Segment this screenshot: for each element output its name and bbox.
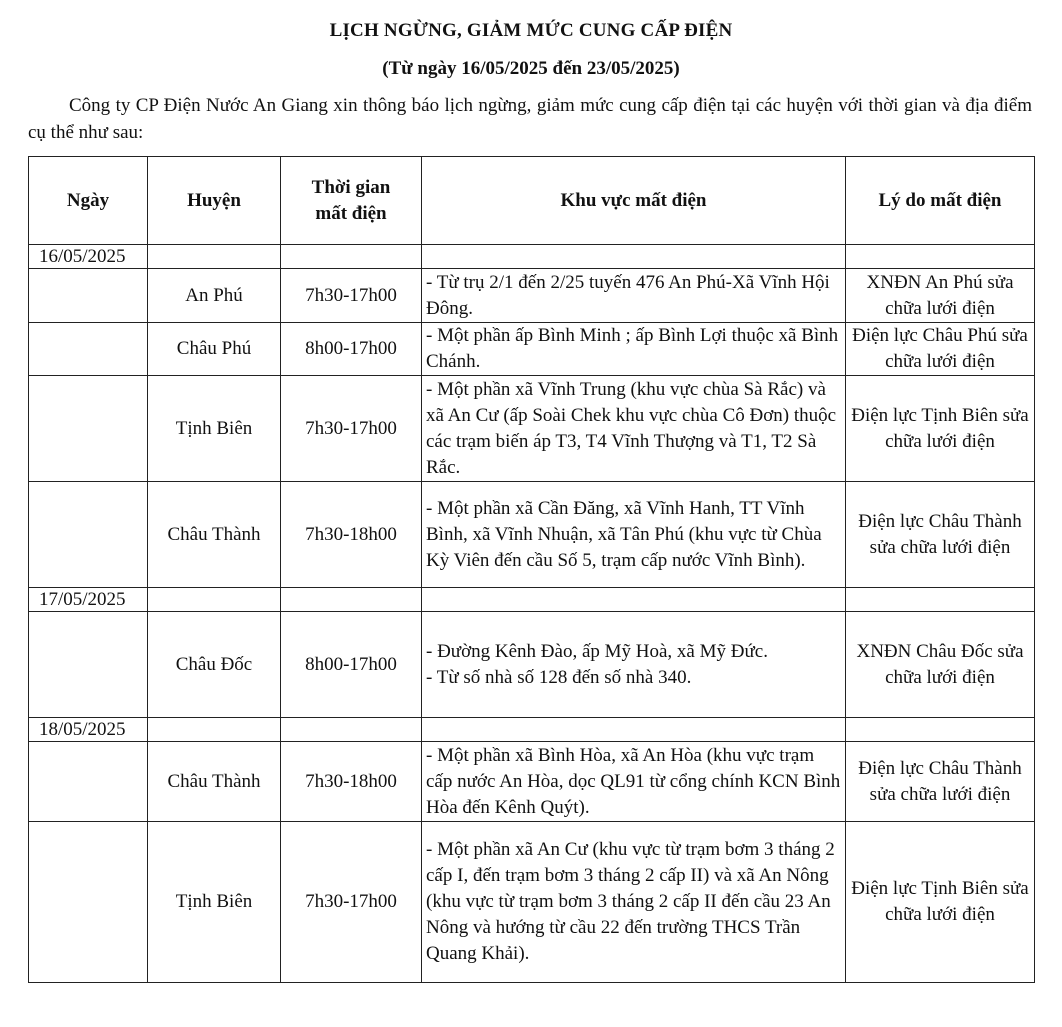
header-area: Khu vực mất điện	[422, 157, 846, 245]
area-line: - Từ trụ 2/1 đến 2/25 tuyến 476 An Phú-Xã Vĩnh Hội Đông.	[426, 271, 830, 319]
reason-cell: Điện lực Tịnh Biên sửa chữa lưới điện	[846, 376, 1035, 482]
time-cell: 7h30-17h00	[281, 822, 422, 983]
area-cell	[422, 376, 846, 482]
table-row	[29, 376, 1035, 482]
empty-cell	[422, 588, 846, 612]
time-cell: 8h00-17h00	[281, 323, 422, 376]
empty-cell	[148, 588, 281, 612]
area-line: - Từ số nhà số 128 đến số nhà 340.	[426, 666, 692, 688]
header-time	[281, 157, 422, 245]
header-district: Huyện	[148, 157, 281, 245]
empty-date-cell	[29, 269, 148, 323]
header-time-line1: Thời gian	[311, 176, 391, 198]
district-cell: Châu Đốc	[148, 612, 281, 718]
table-row	[29, 612, 1035, 718]
empty-date-cell	[29, 612, 148, 718]
date-cell: 17/05/2025	[29, 588, 148, 612]
area-line: - Một phần xã Bình Hòa, xã An Hòa (khu vực trạm cấp nước An Hòa, dọc QL91 từ cổng chính KCN Bình Hòa đến Kênh Quýt).	[426, 744, 841, 818]
empty-date-cell	[29, 822, 148, 983]
empty-cell	[846, 588, 1035, 612]
reason-cell: Điện lực Châu Phú sửa chữa lưới điện	[846, 323, 1035, 376]
empty-cell	[422, 245, 846, 269]
area-line: - Một phần xã Cần Đăng, xã Vĩnh Hanh, TT Vĩnh Bình, xã Vĩnh Nhuận, xã Tân Phú (khu vực từ Chùa Kỳ Viên đến cầu Số 5, trạm cấp nước Vĩnh Bình).	[426, 497, 822, 571]
intro-paragraph: Công ty CP Điện Nước An Giang xin thông báo lịch ngừng, giảm mức cung cấp điện tại các huyện với thời gian và địa điểm cụ thể như sau:	[28, 95, 1032, 143]
table-row	[29, 482, 1035, 588]
header-reason: Lý do mất điện	[846, 157, 1035, 245]
time-cell: 7h30-18h00	[281, 482, 422, 588]
date-row	[29, 718, 1035, 742]
time-cell: 7h30-18h00	[281, 742, 422, 822]
table-body	[29, 245, 1035, 983]
area-line: - Đường Kênh Đào, ấp Mỹ Hoà, xã Mỹ Đức.	[426, 640, 768, 662]
time-cell: 8h00-17h00	[281, 612, 422, 718]
time-cell: 7h30-17h00	[281, 269, 422, 323]
area-line: - Một phần ấp Bình Minh ; ấp Bình Lợi thuộc xã Bình Chánh.	[426, 325, 839, 372]
area-cell	[422, 822, 846, 983]
empty-date-cell	[29, 482, 148, 588]
table-row	[29, 742, 1035, 822]
empty-cell	[846, 718, 1035, 742]
date-row	[29, 245, 1035, 269]
area-cell	[422, 269, 846, 323]
header-date: Ngày	[29, 157, 148, 245]
date-cell: 18/05/2025	[29, 718, 148, 742]
document-title: LỊCH NGỪNG, GIẢM MỨC CUNG CẤP ĐIỆN	[329, 20, 733, 41]
empty-cell	[148, 718, 281, 742]
table-header-row	[29, 157, 1035, 245]
empty-cell	[281, 718, 422, 742]
empty-cell	[281, 245, 422, 269]
area-line: - Một phần xã Vĩnh Trung (khu vực chùa Sà Rắc) và xã An Cư (ấp Soài Chek khu vực chùa Cô Đơn) thuộc các trạm biến áp T3, T4 Vĩnh Thượng và T1, T2 Sà Rắc.	[426, 378, 837, 478]
area-cell	[422, 482, 846, 588]
empty-cell	[281, 588, 422, 612]
date-cell: 16/05/2025	[29, 245, 148, 269]
reason-cell: Điện lực Tịnh Biên sửa chữa lưới điện	[846, 822, 1035, 983]
empty-date-cell	[29, 376, 148, 482]
district-cell: Tịnh Biên	[148, 822, 281, 983]
outage-schedule-table	[28, 156, 1035, 983]
reason-cell: Điện lực Châu Thành sửa chữa lưới điện	[846, 482, 1035, 588]
document-subtitle: (Từ ngày 16/05/2025 đến 23/05/2025)	[382, 58, 680, 79]
area-cell	[422, 323, 846, 376]
reason-cell: XNĐN An Phú sửa chữa lưới điện	[846, 269, 1035, 323]
header-time-line2: mất điện	[315, 202, 387, 224]
empty-date-cell	[29, 323, 148, 376]
table-row	[29, 822, 1035, 983]
empty-cell	[148, 245, 281, 269]
reason-cell: Điện lực Châu Thành sửa chữa lưới điện	[846, 742, 1035, 822]
table-row	[29, 323, 1035, 376]
area-cell	[422, 742, 846, 822]
district-cell: Châu Phú	[148, 323, 281, 376]
district-cell: Tịnh Biên	[148, 376, 281, 482]
district-cell: An Phú	[148, 269, 281, 323]
reason-cell: XNĐN Châu Đốc sửa chữa lưới điện	[846, 612, 1035, 718]
empty-cell	[422, 718, 846, 742]
area-line: - Một phần xã An Cư (khu vực từ trạm bơm 3 tháng 2 cấp I, đến trạm bơm 3 tháng 2 cấp II) và xã An Nông (khu vực từ trạm bơm 3 tháng 2 cấp II đến cầu 23 An Nông và hướng từ cầu 22 đến trường THCS Trần Quang Khải).	[426, 839, 835, 964]
district-cell: Châu Thành	[148, 742, 281, 822]
area-cell	[422, 612, 846, 718]
empty-date-cell	[29, 742, 148, 822]
district-cell: Châu Thành	[148, 482, 281, 588]
time-cell: 7h30-17h00	[281, 376, 422, 482]
date-row	[29, 588, 1035, 612]
empty-cell	[846, 245, 1035, 269]
table-row	[29, 269, 1035, 323]
